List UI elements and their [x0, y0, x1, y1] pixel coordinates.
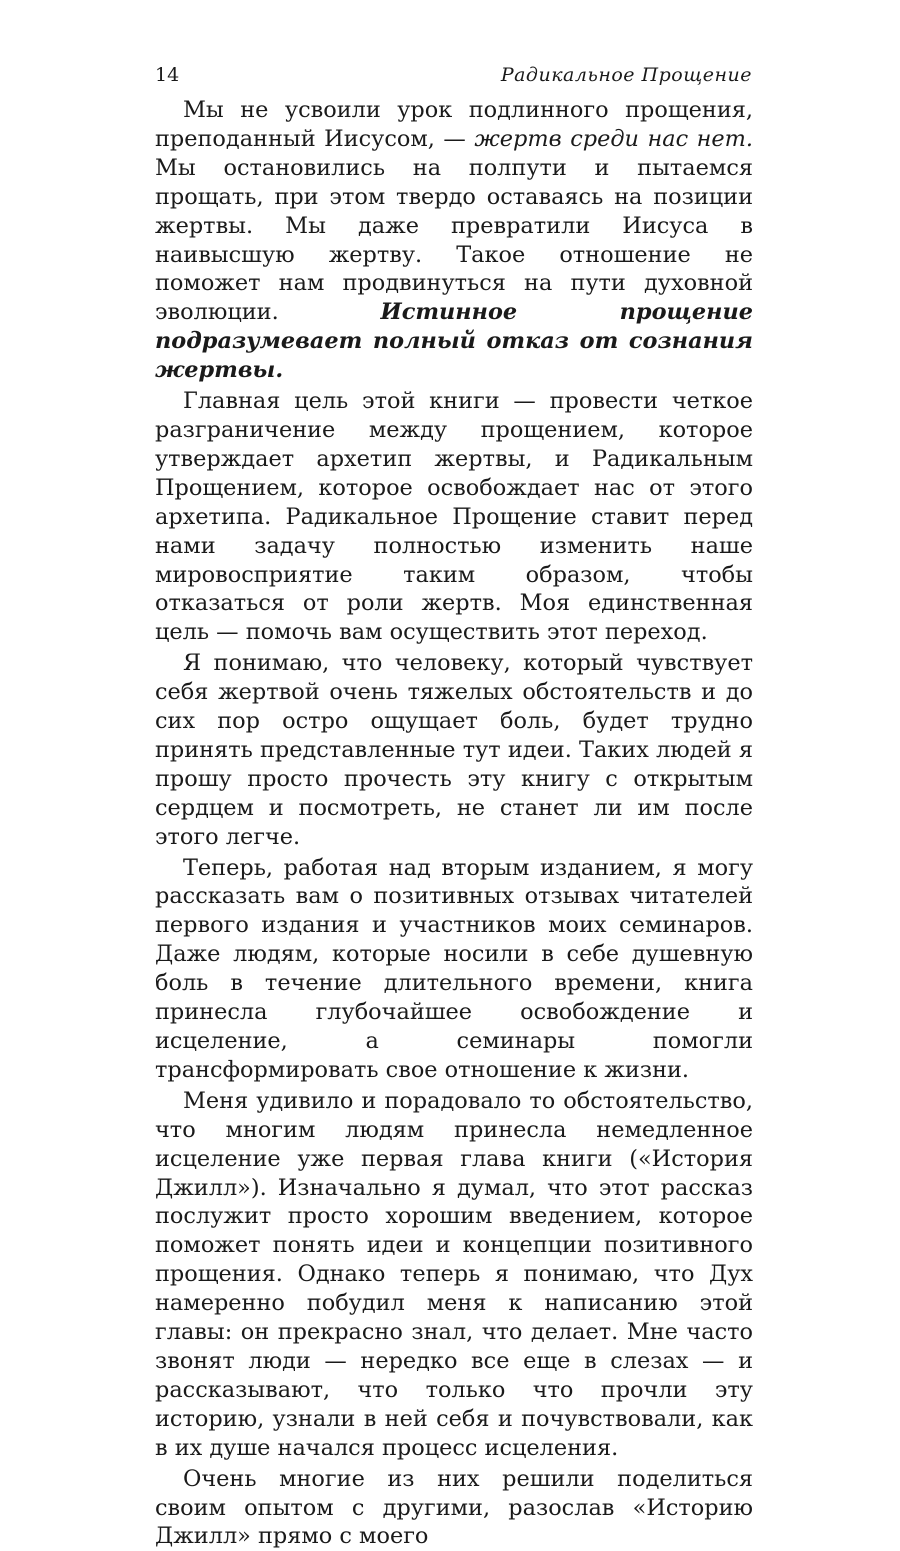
body-text	[155, 96, 753, 1551]
italic-emphasis: жертв среди нас нет.	[474, 125, 753, 152]
text-run: Главная цель этой книги — провести четкое разграничение между прощением, которое утверждает архетип жертвы, и Радикальным Прощением, которое освобождает нас от этого архетипа. Радикальное Прощение ставит перед нами задачу полностью изменить наше мировосприятие таким образом, чтобы отказаться от роли жертв. Моя единственная цель — помочь вам осуществить этот переход.	[155, 388, 753, 646]
text-run: Очень многие из них решили поделиться своим опытом с другими, разослав «Историю Джилл» прямо с моего	[155, 1465, 753, 1550]
page-number: 14	[155, 64, 180, 86]
text-run: Я понимаю, что человеку, который чувствует себя жертвой очень тяжелых обстоятельств и до сих пор остро ощущает боль, будет трудно принять представленные тут идеи. Таких людей я прошу просто прочесть эту книгу с открытым сердцем и посмотреть, не станет ли им после этого легче.	[155, 650, 753, 850]
running-title: Радикальное Прощение	[500, 64, 752, 86]
text-run: Меня удивило и порадовало то обстоятельство, что многим людям принесла немедленное исцеление уже первая глава книги («История Джилл»). Изначально я думал, что этот рассказ послужит просто хорошим введением, которое поможет понять идеи и концепции позитивного прощения. Однако теперь я понимаю, что Дух намеренно побудил меня к написанию этой главы: он прекрасно знал, что делает. Мне часто звонят люди — нередко все еще в слезах — и рассказывают, что только что прочли эту историю, узнали в ней себя и почувствовали, как в их душе начался процесс исцеления.	[155, 1087, 753, 1461]
paragraph-3	[155, 649, 753, 851]
paragraph-6	[155, 1465, 753, 1551]
paragraph-5	[155, 1087, 753, 1463]
text-run: Мы остановились на полпути и пытаемся прощать, при этом твердо оставаясь на позиции жертвы. Мы даже превратили Иисуса в наивысшую жертву. Такое отношение не поможет нам продвинуться на пути духовной эволюции.	[155, 154, 753, 326]
paragraph-4	[155, 854, 753, 1085]
text-run: Мы не усвоили урок подлинного прощения, преподанный Иисусом, —	[155, 97, 753, 152]
paragraph-1	[155, 96, 753, 385]
page-header	[155, 64, 752, 90]
paragraph-2	[155, 387, 753, 647]
text-run: Теперь, работая над вторым изданием, я могу рассказать вам о позитивных отзывах читателей первого издания и участников моих семинаров. Даже людям, которые носили в себе душевную боль в течение длительного времени, книга принесла глубочайшее освобождение и исцеление, а семинары помогли трансформировать свое отношение к жизни.	[155, 854, 753, 1083]
bold-italic-emphasis: Истинное прощение подразумевает полный отказ от сознания жертвы.	[155, 299, 753, 384]
